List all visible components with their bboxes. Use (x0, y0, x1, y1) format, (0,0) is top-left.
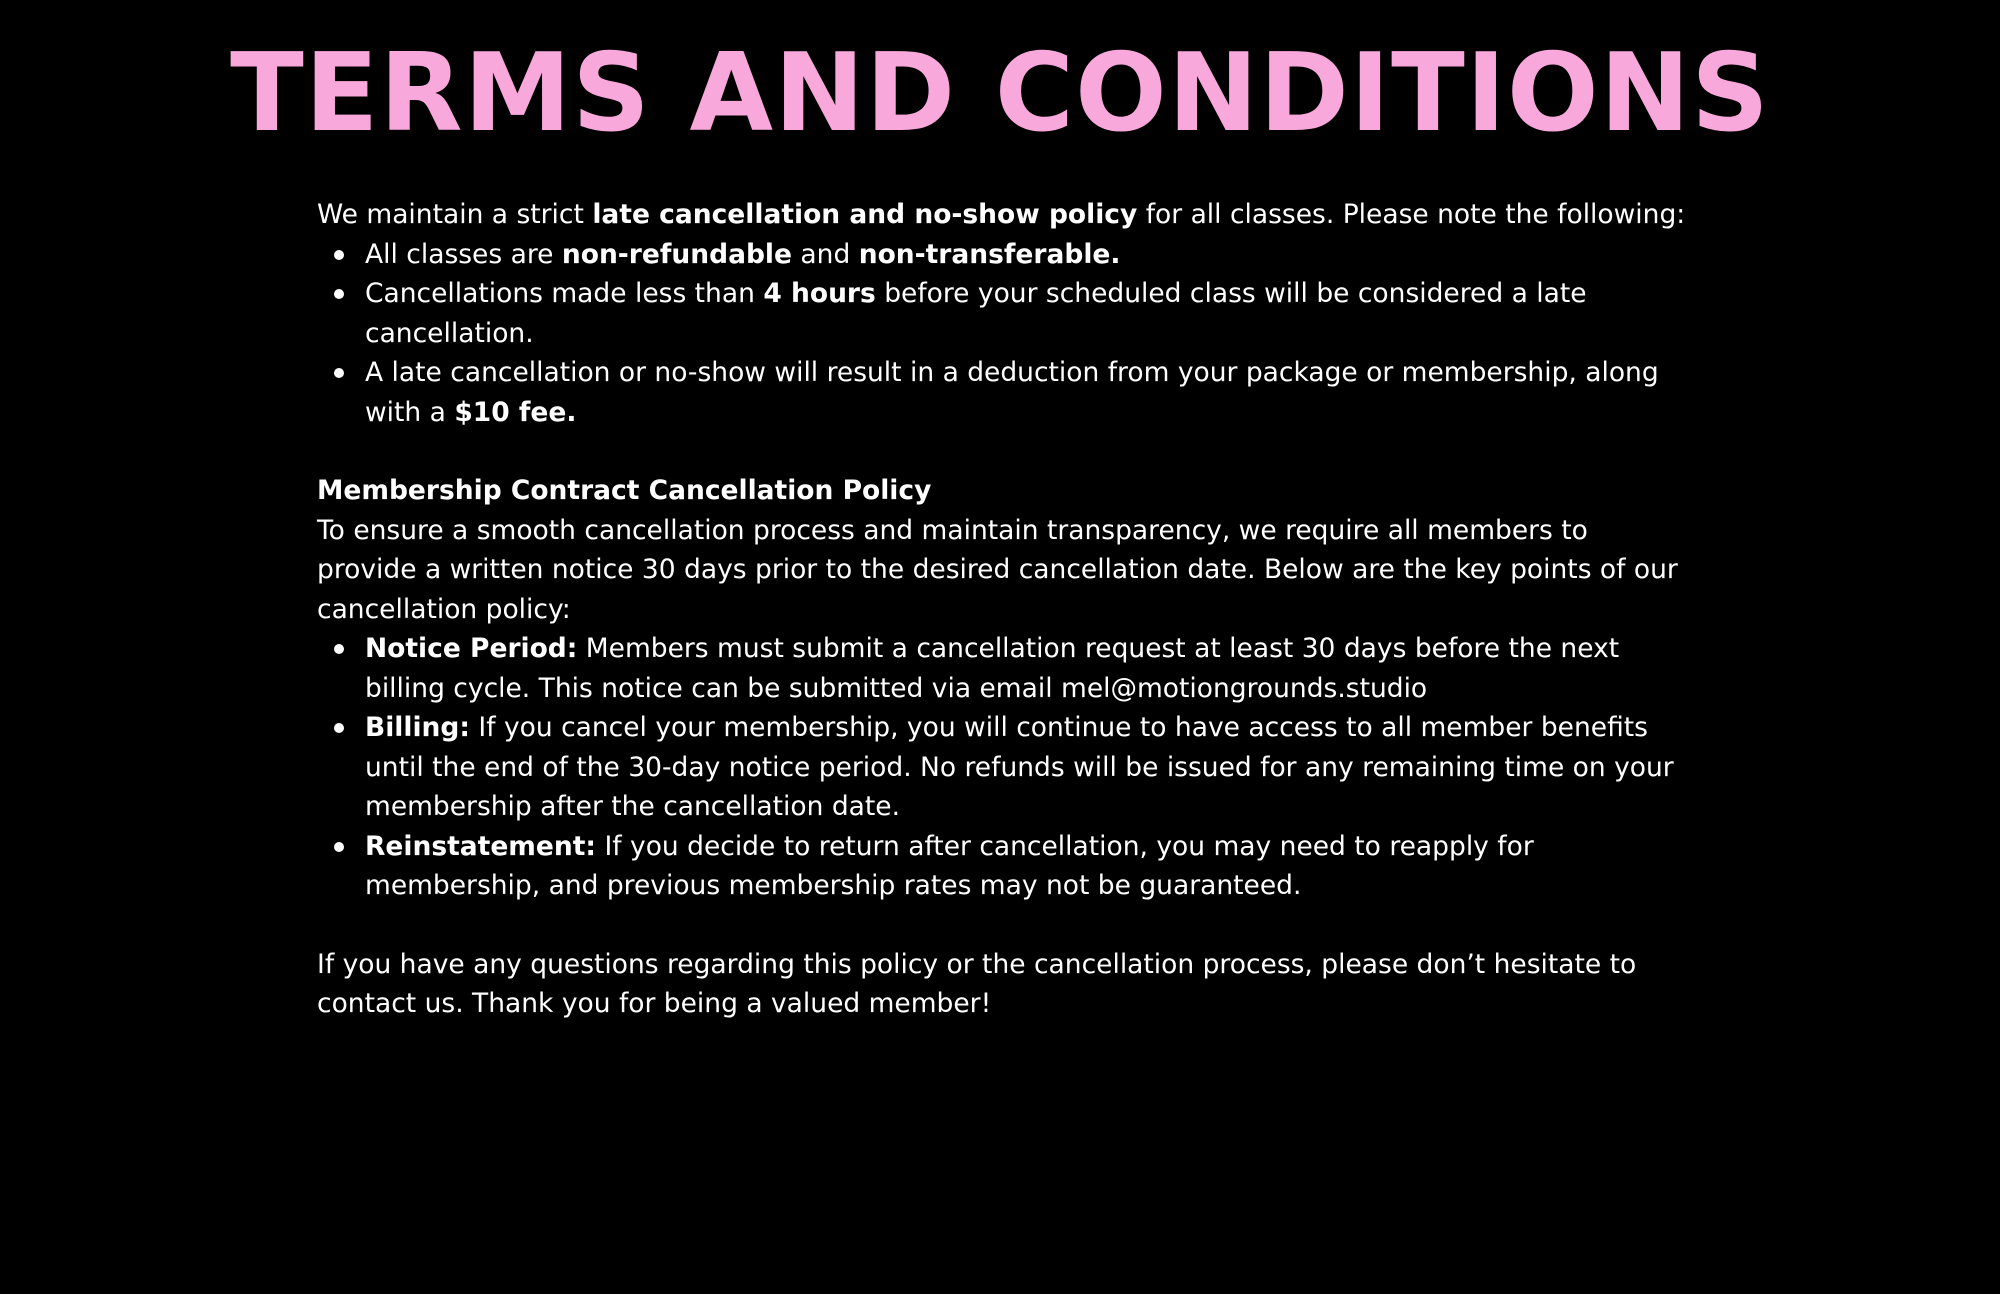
point-text: Members must submit a cancellation request at least 30 days before the next billing cycle. This notice can be submitted via email mel@motiongrounds.studio (365, 633, 1620, 704)
membership-policy-list (317, 629, 1687, 906)
list-item (365, 274, 1687, 353)
policy-text: Cancellations made less than (365, 278, 764, 309)
terms-content (317, 195, 1687, 1024)
point-text: If you decide to return after cancellation, you may need to reapply for membership, and previous membership rates may not be guaranteed. (365, 830, 1534, 901)
point-label: Notice Period: (365, 633, 578, 664)
list-item (365, 827, 1687, 906)
policy-emphasis: $10 fee. (454, 396, 577, 428)
membership-intro: To ensure a smooth cancellation process and maintain transparency, we require all members to provide a written notice 30 days prior to the desired cancellation date. Below are the key points of our cancellation policy: (317, 514, 1678, 625)
list-item (365, 629, 1687, 708)
intro-text-end: for all classes. Please note the following: (1137, 199, 1686, 230)
list-item (365, 353, 1687, 432)
policy-emphasis: non-refundable (561, 238, 792, 270)
membership-heading (317, 471, 1687, 511)
intro-text-start: We maintain a strict (317, 199, 593, 230)
point-text: If you cancel your membership, you will continue to have access to all member benefits until the end of the 30-day notice period. No refunds will be issued for any remaining time on your membership after the cancellation date. (365, 712, 1674, 822)
point-label: Billing: (365, 712, 470, 743)
class-policy-list (317, 235, 1687, 433)
membership-heading-text: Membership Contract Cancellation Policy (317, 475, 932, 506)
intro-policy-emphasis: late cancellation and no-show policy (592, 199, 1138, 230)
policy-text: A late cancellation or no-show will result in a deduction from your package or membership, along with a (365, 357, 1659, 428)
list-item (365, 235, 1687, 275)
page-title: TERMS AND CONDITIONS (230, 31, 1770, 156)
policy-emphasis: 4 hours (763, 278, 876, 309)
policy-emphasis: non-transferable. (858, 238, 1121, 270)
closing-paragraph: If you have any questions regarding this policy or the cancellation process, please don’t hesitate to contact us. Thank you for being a valued member! (317, 948, 1637, 1019)
intro-paragraph (317, 195, 1687, 235)
policy-text: All classes are (365, 238, 562, 270)
policy-text: before your scheduled class will be considered a late cancellation. (365, 278, 1587, 349)
policy-text: and (792, 238, 859, 270)
point-label: Reinstatement: (365, 830, 597, 862)
list-item (365, 708, 1687, 827)
